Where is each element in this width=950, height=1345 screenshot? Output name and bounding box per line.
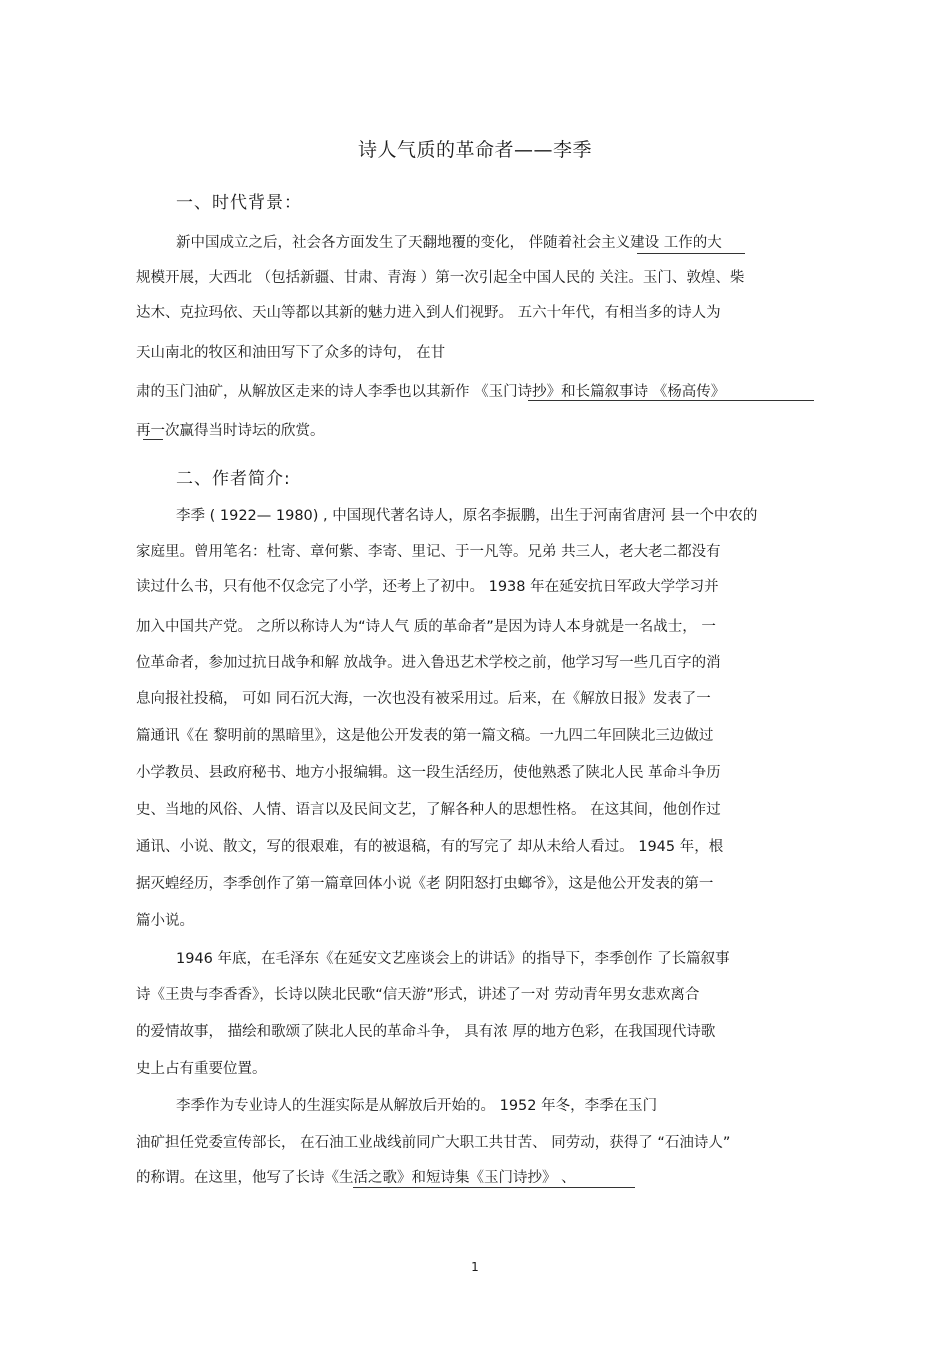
underline-mark [353, 1187, 635, 1188]
paragraph-line: 李季 ( 1922— 1980) , 中国现代著名诗人，原名李振鹏，出生于河南省唐河 县一个中农的 [176, 508, 758, 524]
paragraph-line: 油矿担任党委宣传部长， 在石油工业战线前同广大职工共甘苦、 同劳动，获得了 “石油诗人” [136, 1135, 731, 1151]
paragraph-line: 诗《王贵与李香香》，长诗以陕北民歌“信天游”形式，讲述了一对 劳动青年男女悲欢离合 [136, 987, 700, 1003]
paragraph-line: 加入中国共产党。 之所以称诗人为“诗人气 质的革命者”是因为诗人本身就是一名战士， 一 [136, 619, 716, 635]
paragraph-line: 史、当地的风俗、人情、语言以及民间文艺，了解各种人的思想性格。 在这其间，他创作过 [136, 802, 721, 818]
paragraph-line: 的爱情故事， 描绘和歌颂了陕北人民的革命斗争， 具有浓 厚的地方色彩，在我国现代诗歌 [136, 1024, 716, 1040]
paragraph-line: 据灭蝗经历，李季创作了第一篇章回体小说《老 阴阳怒打虫螂爷》，这是他公开发表的第一 [136, 876, 714, 892]
paragraph-line: 读过什么书，只有他不仅念完了小学，还考上了初中。 1938 年在延安抗日军政大学学习并 [136, 579, 719, 595]
paragraph-line: 再一次赢得当时诗坛的欣赏。 [136, 423, 325, 439]
section-heading-author: 二、作者简介: [176, 469, 291, 489]
paragraph-line: 规模开展，大西北 （包括新疆、甘肃、青海 ）第一次引起全中国人民的 关注。玉门、敦煌、柴 [136, 270, 745, 286]
underline-mark [528, 400, 814, 401]
paragraph-line: 新中国成立之后，社会各方面发生了天翻地覆的变化， 伴随着社会主义建设 工作的大 [176, 235, 722, 251]
paragraph-line: 达木、克拉玛依、天山等都以其新的魅力进入到人们视野。 五六十年代，有相当多的诗人为 [136, 305, 721, 321]
paragraph-line: 的称谓。在这里，他写了长诗《生活之歌》和短诗集《玉门诗抄》 、 [136, 1170, 576, 1186]
paragraph-line: 家庭里。曾用笔名：杜寄、章何紫、李寄、里记、于一凡等。兄弟 共三人，老大老二都没有 [136, 544, 721, 560]
paragraph-line: 李季作为专业诗人的生涯实际是从解放后开始的。 1952 年冬，李季在玉门 [176, 1098, 658, 1114]
paragraph-line: 1946 年底，在毛泽东《在延安文艺座谈会上的讲话》的指导下，李季创作 了长篇叙事 [176, 951, 730, 967]
paragraph-line: 息向报社投稿， 可如 同石沉大海，一次也没有被采用过。后来，在《解放日报》发表了一 [136, 691, 711, 707]
page-number: 1 [471, 1260, 479, 1274]
paragraph-line: 篇通讯《在 黎明前的黑暗里》，这是他公开发表的第一篇文稿。一九四二年回陕北三边做过 [136, 728, 714, 744]
underline-mark [637, 253, 745, 254]
paragraph-line: 位革命者，参加过抗日战争和解 放战争。进入鲁迅艺术学校之前，他学习写一些几百字的消 [136, 655, 721, 671]
paragraph-line: 篇小说。 [136, 913, 194, 929]
section-heading-background: 一、时代背景： [176, 193, 302, 213]
paragraph-line: 史上占有重要位置。 [136, 1061, 267, 1077]
paragraph-line: 天山南北的牧区和油田写下了众多的诗句， 在甘 [136, 345, 446, 361]
paragraph-line: 肃的玉门油矿，从解放区走来的诗人李季也以其新作 《玉门诗抄》和长篇叙事诗 《杨高传》 [136, 384, 726, 400]
underline-mark [143, 439, 163, 440]
paragraph-line: 小学教员、县政府秘书、地方小报编辑。这一段生活经历，使他熟悉了陕北人民 革命斗争历 [136, 765, 721, 781]
paragraph-line: 通讯、小说、散文，写的很艰难，有的被退稿，有的写完了 却从未给人看过。 1945 年，根 [136, 839, 724, 855]
page-title: 诗人气质的革命者——李季 [357, 139, 592, 161]
